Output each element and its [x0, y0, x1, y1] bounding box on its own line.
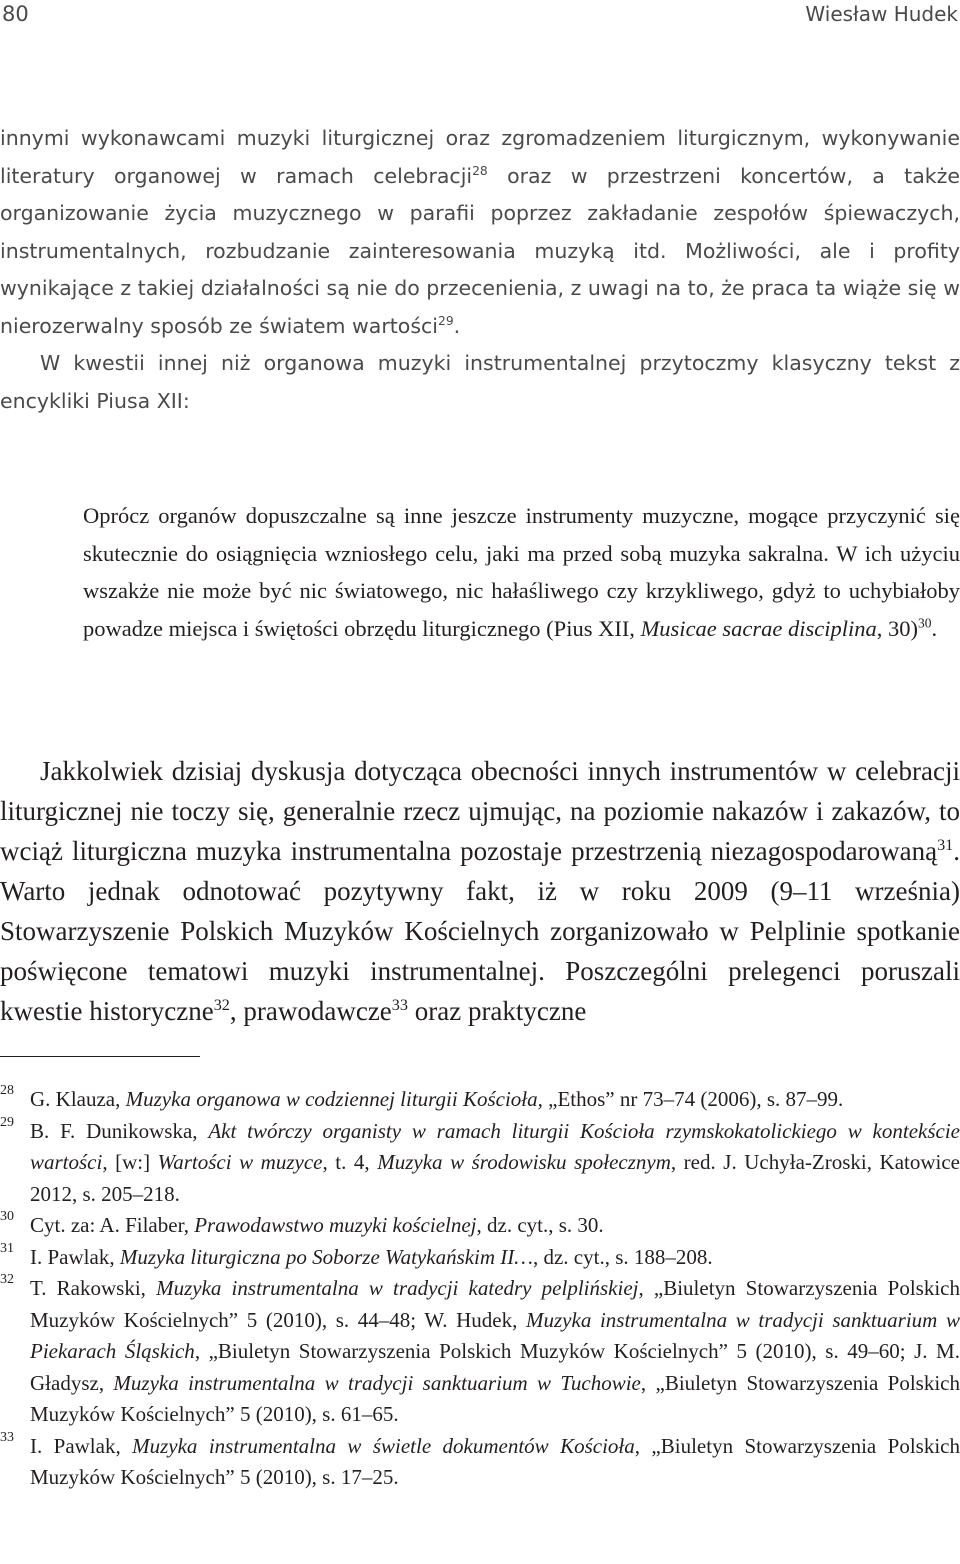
block-quote: Oprócz organów dopuszczalne są inne jeszcze instrumenty muzyczne, mogące przyczynić się skutecznie do osiągnięcia wzniosłego celu, jaki ma przed sobą muzyka sakralna. W ich użyciu wszakże nie może być nic światowego, nic hałaśliwego czy krzykliwego, gdyż to uchybiałoby powadze miejsca i świętości obrzędu liturgicznego (Pius XII, Musicae sacrae disciplina, 30)$^{30}$. — [83, 503, 960, 641]
footnote-ref-29[interactable]: 29 — [438, 313, 454, 328]
footnote-ref-30[interactable]: 30 — [918, 615, 932, 630]
footnote-ref-31[interactable]: 31 — [937, 836, 954, 854]
footnote-number: 28 — [0, 1083, 14, 1098]
footnotes — [0, 1084, 960, 1494]
footnote-31: 31 I. Pawlak, Muzyka liturgiczna po Soborze Watykańskim II…, dz. cyt., s. 188–208. — [0, 1240, 713, 1269]
footnote-number: 32 — [0, 1272, 14, 1287]
body-text-upper — [0, 120, 960, 420]
footnote-separator — [0, 1056, 200, 1057]
footnote-33: 33 I. Pawlak, Muzyka instrumentalna w świetle dokumentów Kościoła, „Biuletyn Stowarzyszenia Polskich Muzyków Kościelnych” 5 (2010), s. 17–25. — [0, 1429, 960, 1489]
footnote-number: 33 — [0, 1429, 14, 1445]
running-head-author: Wiesław Hudek — [805, 2, 958, 26]
paragraph-2: W kwestii innej niż organowa muzyki instrumentalnej przytoczmy klasyczny tekst z encykliki Piusa XII: — [0, 351, 960, 413]
quote-source-title: Musicae sacrae disciplina — [640, 615, 877, 641]
page-number: 80 — [2, 2, 29, 26]
body-text-lower — [0, 751, 960, 1031]
footnote-28: 28 G. Klauza, Muzyka organowa w codziennej liturgii Kościoła, „Ethos” nr 73–74 (2006), s. 87–99. — [0, 1083, 844, 1111]
paragraph-3: Jakkolwiek dzisiaj dyskusja dotycząca obecności innych instrumentów w celebracji liturgicznej nie toczy się, generalnie rzecz ujmując, na poziomie nakazów i zakazów, to wciąż liturgiczna muzyka instrumentalna pozostaje przestrzenią niezagospodarowaną$^{31}$. Warto jednak odnotować pozytywny fakt, iż w roku 2009 (9–11 września) Stowarzyszenie Polskich Muzyków Kościelnych zorganizowało w Pelplinie spotkanie poświęcone tematowi muzyki instrumentalnej. Poszczególni prelegenci poruszali kwestie historyczne$^{32}$, prawodawcze$^{33}$ oraz praktyczne — [0, 756, 960, 1026]
footnote-ref-28[interactable]: 28 — [472, 163, 488, 178]
footnote-ref-33[interactable]: 33 — [391, 996, 408, 1014]
footnote-32: 32 T. Rakowski, Muzyka instrumentalna w tradycji katedry pelplińskiej, „Biuletyn Stowarzyszenia Polskich Muzyków Kościelnych” 5 (2010), s. 44–48; W. Hudek, Muzyka instrumentalna w tradycji sanktuarium w Piekarach Śląskich, „Biuletyn Stowarzyszenia Polskich Muzyków Kościelnych” 5 (2010), s. 49–60; J. M. Gładysz, Muzyka instrumentalna w tradycji sanktuarium w Tuchowie, „Biuletyn Stowarzyszenia Polskich Muzyków Kościelnych” 5 (2010), s. 61–65. — [0, 1272, 960, 1426]
footnote-30: 30 Cyt. za: A. Filaber, Prawodawstwo muzyki kościelnej, dz. cyt., s. 30. — [0, 1209, 604, 1237]
paragraph-1: innymi wykonawcami muzyki liturgicznej oraz zgromadzeniem liturgicznym, wykonywanie literatury organowej w ramach celebracji$^{28}$ oraz w przestrzeni koncertów, a także organizowanie życia muzycznego w parafii poprzez zakładanie zespołów śpiewaczych, instrumentalnych, rozbudzanie zainteresowania muzyką itd. Możliwości, ale i profity wynikające z takiej działalności są nie do przecenienia, z uwagi na to, że praca ta wiąże się w nierozerwalny sposób ze światem wartości$^{29}$. — [0, 126, 960, 338]
footnote-number: 29 — [0, 1114, 14, 1130]
footnote-number: 31 — [0, 1240, 14, 1256]
footnote-ref-32[interactable]: 32 — [213, 996, 230, 1014]
footnote-number: 30 — [0, 1209, 14, 1224]
footnote-29: 29 B. F. Dunikowska, Akt twórczy organisty w ramach liturgii Kościoła rzymskokatolickiego w kontekście wartości, [w:] Wartości w muzyce, t. 4, Muzyka w środowisku społecznym, red. J. Uchyła-Zroski, Katowice 2012, s. 205–218. — [0, 1114, 960, 1206]
running-header — [2, 2, 958, 36]
